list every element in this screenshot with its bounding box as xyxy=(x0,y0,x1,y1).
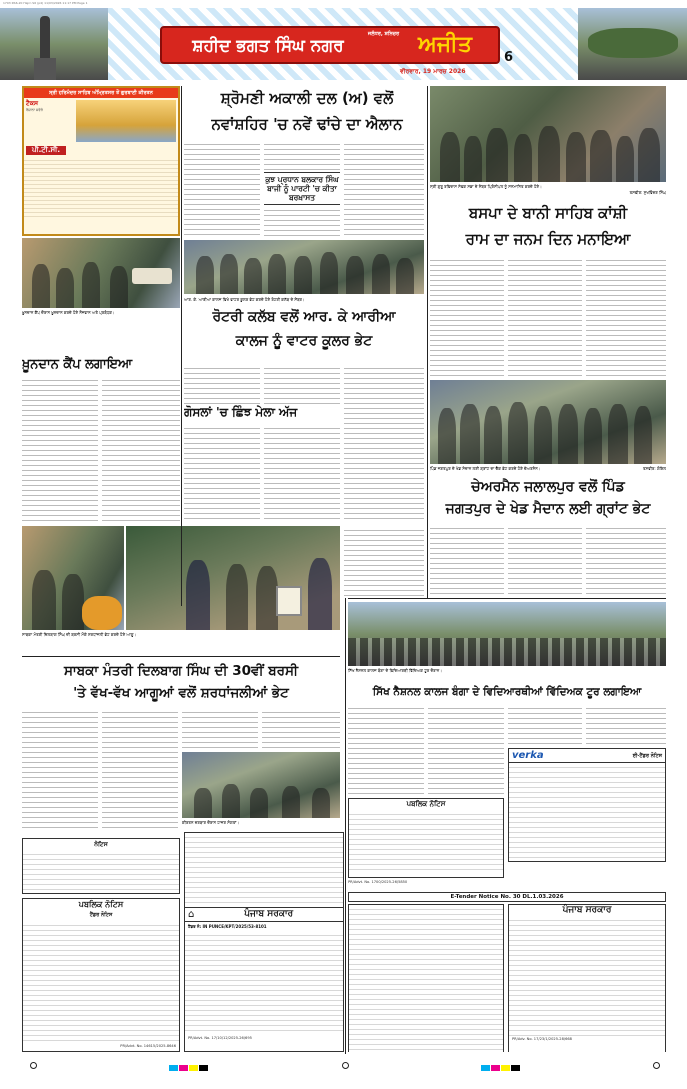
ad-top-left xyxy=(22,86,180,236)
public-notice-mid-title: ਪਬਲਿਕ ਨੋਟਿਸ xyxy=(406,800,446,808)
story3-headline-2: ਕਾਲਜ ਨੂੰ ਵਾਟਰ ਕੂਲਰ ਭੇਟ xyxy=(235,333,373,349)
ad-etender xyxy=(348,892,666,1052)
etender-title: E-Tender Notice No. 30 DL.1.03.2026 xyxy=(348,892,666,902)
story8-col4 xyxy=(586,704,666,744)
public-notice-left-title: ਪਬਲਿਕ ਨੋਟਿਸ xyxy=(78,900,124,909)
story3-col3-cont xyxy=(344,526,424,596)
registration-mark xyxy=(30,1062,37,1069)
story4-headline: ਖ਼ੂਨਦਾਨ ਕੈਂਪ ਲਗਾਇਆ xyxy=(22,357,133,372)
story5-col2 xyxy=(264,424,340,522)
story2-col2 xyxy=(508,256,582,376)
pr-no-mid: PR/Advt. No. 17/10/12/2025-26/695 xyxy=(188,1036,252,1040)
ad-verka xyxy=(508,748,666,862)
registration-mark xyxy=(342,1062,349,1069)
story6-col2 xyxy=(508,524,582,594)
story3-col2 xyxy=(264,364,340,404)
punjab-sarkar-right-body xyxy=(509,916,665,1036)
story8-col3 xyxy=(508,704,582,744)
section-rule xyxy=(22,656,340,657)
ad-punjab-sarkar-right xyxy=(508,904,666,1052)
story6-col3 xyxy=(586,524,666,594)
notice-left-title: ਨੋਟਿਸ xyxy=(94,841,108,848)
column-rule xyxy=(427,86,428,598)
ad-top-left-badge: ਪੀ.ਟੀ.ਸੀ. xyxy=(26,146,66,155)
story8-col2 xyxy=(428,704,504,794)
story6-headline-2: ਜਗਤਪੁਰ ਦੇ ਖੇਡ ਮੈਦਾਨ ਲਈ ਗ੍ਰਾਂਟ ਭੇਟ xyxy=(445,501,651,517)
story3-col3 xyxy=(344,364,424,522)
registration-mark xyxy=(653,1062,660,1069)
story1-headline-2: ਨਵਾਂਸ਼ਹਿਰ 'ਚ ਨਵੇਂ ਢਾਂਚੇ ਦਾ ਐਲਾਨ xyxy=(211,115,403,133)
story7-headline-1: ਸਾਬਕਾ ਮੰਤਰੀ ਦਿਲਬਾਗ ਸਿੰਘ ਦੀ 30ਵੀਂ ਬਰਸੀ xyxy=(63,663,299,679)
pr-no-right: PR/Adv. No. 17/23/1/2025-28/668 xyxy=(512,1037,572,1041)
pr-no-left: PR/Advt. No. 14615/2025-8646 xyxy=(120,1044,176,1048)
page-number: 6 xyxy=(504,50,514,65)
photo-blood-camp xyxy=(22,238,180,308)
story7-headline-2: 'ਤੇ ਵੱਖ-ਵੱਖ ਆਗੂਆਂ ਵਲੋਂ ਸ਼ਰਧਾਂਜਲੀਆਂ ਭੇਟ xyxy=(73,685,289,701)
story1-col3 xyxy=(344,140,424,236)
tender-ref: ਟੈਂਡਰ ਨੰ: IN PUNCE/KPT/2025/53-8101 xyxy=(188,924,267,929)
story3-headline-1: ਰੋਟਰੀ ਕਲੱਬ ਵਲੋਂ ਆਰ. ਕੇ ਆਰੀਆ xyxy=(212,309,396,325)
photo-rotary-caption: ਆਰ. ਕੇ. ਆਰੀਆ ਕਾਲਜ ਵਿਖੇ ਵਾਟਰ ਕੂਲਰ ਭੇਟ ਕਰਦੇ ਹੋਏ ਰੋਟਰੀ ਕਲੱਬ ਦੇ ਮੈਂਬਰ। xyxy=(184,297,305,302)
story2-col3 xyxy=(586,256,666,376)
column-rule xyxy=(345,598,346,1054)
photo-blood-camp-caption: ਖ਼ੂਨਦਾਨ ਕੈਂਪ ਦੌਰਾਨ ਖ਼ੂਨਦਾਨ ਕਰਦੇ ਹੋਏ ਨੌਜਵਾਨ ਅਤੇ ਪ੍ਰਬੰਧਕ। xyxy=(22,310,115,315)
masthead-brand: ਅਜੀਤ xyxy=(418,32,472,57)
masthead-edition: ਜਲੰਧਰ, ਸ਼ਨਿਚਰ xyxy=(368,31,400,37)
story2-headline-2: ਰਾਮ ਦਾ ਜਨਮ ਦਿਨ ਮਨਾਇਆ xyxy=(465,230,631,248)
story2-headline-1: ਬਸਪਾ ਦੇ ਬਾਨੀ ਸਾਹਿਬ ਕਾਂਸ਼ੀ xyxy=(468,204,628,222)
verka-logo: verka xyxy=(512,750,544,761)
photo-kirtan xyxy=(182,752,340,818)
column-rule xyxy=(181,86,182,606)
story8-col1 xyxy=(348,704,424,794)
punjab-sarkar-center-top xyxy=(185,833,343,907)
photo-chairman-credit: ਤਸਵੀਰ: ਗੋਇਲ xyxy=(643,466,666,471)
masthead-left-image xyxy=(0,8,108,80)
masthead-date: ਵੀਰਵਾਰ, 19 ਮਾਰਚ 2026 xyxy=(400,68,466,75)
masthead-title: ਸ਼ਹੀਦ ਭਗਤ ਸਿੰਘ ਨਗਰ xyxy=(192,36,344,56)
section-rule xyxy=(348,598,666,599)
story6-headline-1: ਚੇਅਰਮੈਨ ਜਲਾਲਪੁਰ ਵਲੋਂ ਪਿੰਡ xyxy=(471,479,625,495)
story1-headline-1: ਸ਼੍ਰੋਮਣੀ ਅਕਾਲੀ ਦਲ (ਅ) ਵਲੋਂ xyxy=(220,89,394,107)
ad-top-left-header: ਸ੍ਰੀ ਹਰਿਮੰਦਰ ਸਾਹਿਬ ਅੰਮ੍ਰਿਤਸਰ ਤੋਂ ਗੁਰਬਾਣੀ ਕੀਰਤਨ xyxy=(24,88,178,98)
story5-col1 xyxy=(184,424,260,522)
story4-col1 xyxy=(22,376,98,522)
story1-col2-bottom xyxy=(264,206,340,236)
photo-top-right-credit: ਤਸਵੀਰ: ਸੁਖਵਿੰਦਰ ਸਿੰਘ xyxy=(629,190,666,195)
ad-notice-left xyxy=(22,838,180,894)
masthead-right-image xyxy=(578,8,687,80)
notice-left-body xyxy=(23,850,179,892)
story1-col1 xyxy=(184,140,260,236)
ad-top-left-body xyxy=(24,157,178,217)
verka-body xyxy=(509,763,665,859)
slug-line: 1703 RS6-20 Hajrn S6 (p4) 11/03/2026 11:17 PM Page 1 xyxy=(3,1,88,5)
photo-chairman-caption: ਪਿੰਡ ਜਗਤਪੁਰ ਦੇ ਖੇਡ ਮੈਦਾਨ ਲਈ ਗ੍ਰਾਂਟ ਦਾ ਚੈੱਕ ਭੇਟ ਕਰਦੇ ਹੋਏ ਚੇਅਰਮੈਨ। xyxy=(430,466,541,471)
punjab-sarkar-center-body xyxy=(185,931,343,1035)
photo-barsi-1 xyxy=(22,526,124,630)
story2-col1 xyxy=(430,256,504,376)
story8-headline: ਸਿੱਖ ਨੈਸ਼ਨਲ ਕਾਲਜ ਬੰਗਾ ਦੇ ਵਿਦਿਆਰਥੀਆਂ ਵਿੱਦਿਅਕ ਟੂਰ ਲਗਾਇਆ xyxy=(372,686,642,698)
govt-emblem-icon: ⌂ xyxy=(188,909,195,920)
story7-col4 xyxy=(262,708,340,748)
golden-temple-image xyxy=(76,100,176,142)
verka-title: ਈ-ਟੈਂਡਰ ਨੋਟਿਸ xyxy=(632,752,662,759)
photo-top-right-caption: ਸ੍ਰੀ ਗੁਰੂ ਰਵਿਦਾਸ ਸੇਵਕ ਸਭਾ ਦੇ ਮੈਂਬਰ ਪ੍ਰਿੰਸੀਪਲ ਨੂੰ ਸਨਮਾਨਿਤ ਕਰਦੇ ਹੋਏ। xyxy=(430,184,542,189)
photo-trip-caption: ਸਿੱਖ ਨੈਸ਼ਨਲ ਕਾਲਜ ਬੰਗਾ ਦੇ ਵਿਦਿਆਰਥੀ ਵਿੱਦਿਅਕ ਟੂਰ ਦੌਰਾਨ। xyxy=(348,668,442,673)
story7-col3 xyxy=(182,708,258,748)
photo-barsi-2 xyxy=(126,526,340,630)
story3-col1 xyxy=(184,364,260,404)
story7-col1 xyxy=(22,708,98,832)
photo-chairman xyxy=(430,380,666,464)
pr-no-center: PR/Advt. No. 1700/2025-26/5850 xyxy=(348,880,408,884)
photo-kirtan-caption: ਕੀਰਤਨ ਦਰਬਾਰ ਦੌਰਾਨ ਹਾਜ਼ਰ ਸੰਗਤਾਂ। xyxy=(182,820,240,825)
photo-rotary xyxy=(184,240,424,294)
print-color-bar xyxy=(30,1060,660,1070)
punjab-sarkar-center-title: ਪੰਜਾਬ ਸਰਕਾਰ xyxy=(244,909,294,919)
ad-public-notice-left xyxy=(22,898,180,1052)
masthead-bar xyxy=(160,26,500,64)
story4-col2 xyxy=(102,376,180,522)
ad-punjab-sarkar-center xyxy=(184,832,344,1052)
ad-top-left-sub: ਰੋਜ਼ਾਨਾ ਸਵੇਰੇ xyxy=(26,108,43,112)
public-notice-left-body xyxy=(23,921,179,1043)
public-notice-mid-body xyxy=(349,810,503,872)
photo-top-right xyxy=(430,86,666,182)
tender-ad-title: ਟੈਂਡਰ ਨੋਟਿਸ xyxy=(89,912,113,918)
story1-col2-top xyxy=(264,140,340,170)
etender-body xyxy=(348,904,504,1052)
photo-trip xyxy=(348,602,666,666)
photo-barsi-caption: ਸਾਬਕਾ ਮੰਤਰੀ ਦਿਲਬਾਗ ਸਿੰਘ ਦੀ ਬਰਸੀ ਮੌਕੇ ਸ਼ਰਧਾਂਜਲੀ ਭੇਟ ਕਰਦੇ ਹੋਏ ਆਗੂ। xyxy=(22,632,137,637)
story5-headline: ਗੋਸਲਾਂ 'ਚ ਛਿੰਝ ਮੇਲਾ ਅੱਜ xyxy=(184,405,298,419)
ad-public-notice-mid xyxy=(348,798,504,878)
story7-col2 xyxy=(102,708,178,832)
story6-col1 xyxy=(430,524,504,594)
story1-pullquote: ਕੁਝ ਪ੍ਰਧਾਨ ਬਲਕਾਰ ਸਿੰਘ ਬਾਜੀ ਨੂੰ ਪਾਰਟੀ 'ਚ ਕੀਤਾ ਬਰਖ਼ਾਸਤ xyxy=(264,172,340,205)
ad-top-left-label: ਟੈਕਸ xyxy=(26,100,38,107)
masthead xyxy=(0,8,687,80)
punjab-sarkar-right-title: ਪੰਜਾਬ ਸਰਕਾਰ xyxy=(562,905,612,915)
